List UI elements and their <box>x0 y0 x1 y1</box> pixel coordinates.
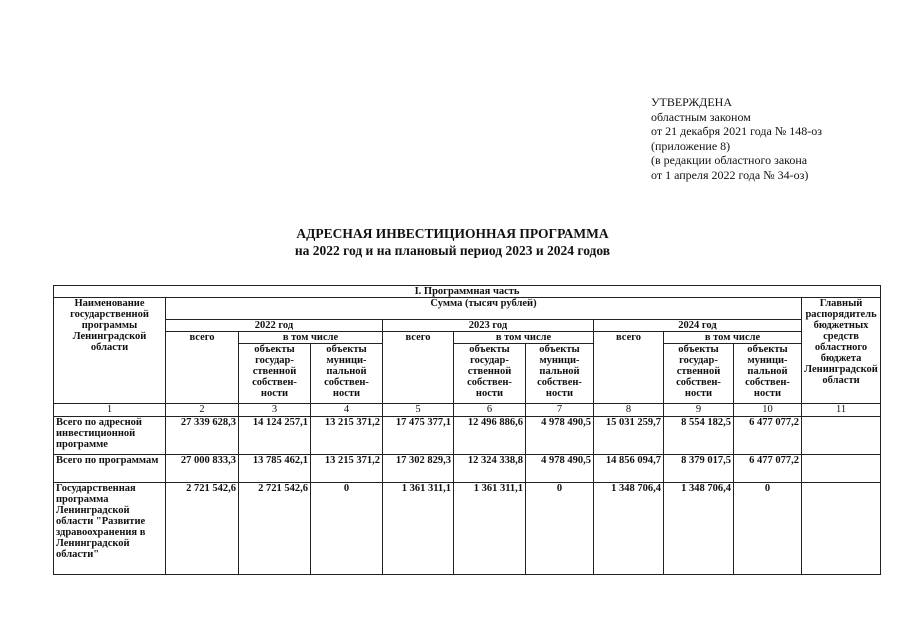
section-header: I. Программная часть <box>54 286 881 298</box>
row-manager <box>802 417 881 455</box>
state-objects-header: объекты государ-ственной собствен-ности <box>664 344 734 404</box>
cell-value: 6 477 077,2 <box>734 417 802 455</box>
cell-value: 14 124 257,1 <box>239 417 311 455</box>
approval-line: от 21 декабря 2021 года № 148-оз <box>651 124 823 138</box>
year-header: 2023 год <box>383 320 594 332</box>
including-header: в том числе <box>664 332 802 344</box>
approval-line: УТВЕРЖДЕНА <box>651 95 733 109</box>
col-sum-header: Сумма (тысяч рублей) <box>166 298 802 320</box>
year-header: 2024 год <box>594 320 802 332</box>
including-header: в том числе <box>454 332 594 344</box>
state-objects-header: объекты государ-ственной собствен-ности <box>239 344 311 404</box>
cell-value: 1 361 311,1 <box>454 483 526 575</box>
including-header: в том числе <box>239 332 383 344</box>
cell-value: 27 000 833,3 <box>166 455 239 483</box>
col-number: 7 <box>526 404 594 417</box>
col-number: 11 <box>802 404 881 417</box>
approval-line: (приложение 8) <box>651 138 731 153</box>
municipal-objects-header: объекты муници-пальной собствен-ности <box>734 344 802 404</box>
total-header: всего <box>594 332 664 404</box>
approval-line: (в редакции областного закона <box>651 153 808 167</box>
approval-stamp <box>651 95 822 182</box>
cell-value: 17 475 377,1 <box>383 417 454 455</box>
approval-line: областным законом <box>651 109 751 124</box>
cell-value: 13 215 371,2 <box>311 417 383 455</box>
cell-value: 1 361 311,1 <box>383 483 454 575</box>
col-number: 6 <box>454 404 526 417</box>
year-header: 2022 год <box>166 320 383 332</box>
cell-value: 8 379 017,5 <box>664 455 734 483</box>
table-row <box>54 455 881 483</box>
col-manager-header: Главный распорядитель бюджетных средств областного бюджета Ленинградской области <box>802 298 881 404</box>
row-manager <box>802 455 881 483</box>
cell-value: 13 215 371,2 <box>311 455 383 483</box>
cell-value: 4 978 490,5 <box>526 455 594 483</box>
cell-value: 12 324 338,8 <box>454 455 526 483</box>
col-number: 2 <box>166 404 239 417</box>
cell-value: 8 554 182,5 <box>664 417 734 455</box>
cell-value: 17 302 829,3 <box>383 455 454 483</box>
municipal-objects-header: объекты муници-пальной собствен-ности <box>311 344 383 404</box>
cell-value: 1 348 706,4 <box>594 483 664 575</box>
cell-value: 14 856 094,7 <box>594 455 664 483</box>
cell-value: 15 031 259,7 <box>594 417 664 455</box>
cell-value: 0 <box>311 483 383 575</box>
cell-value: 4 978 490,5 <box>526 417 594 455</box>
row-name: Государственная программа Ленинградской области "Развитие здравоохранения в Ленинградской области" <box>54 483 166 575</box>
municipal-objects-header: объекты муници-пальной собствен-ности <box>526 344 594 404</box>
total-header: всего <box>166 332 239 404</box>
col-number: 8 <box>594 404 664 417</box>
col-number: 10 <box>734 404 802 417</box>
cell-value: 6 477 077,2 <box>734 455 802 483</box>
table-row <box>54 417 881 455</box>
cell-value: 12 496 886,6 <box>454 417 526 455</box>
state-objects-header: объекты государ-ственной собствен-ности <box>454 344 526 404</box>
col-name-header: Наименование государственной программы Ленинградской области <box>54 298 166 404</box>
investment-table <box>53 285 881 575</box>
cell-value: 0 <box>526 483 594 575</box>
row-name: Всего по адресной инвестиционной программе <box>54 417 166 455</box>
row-name: Всего по программам <box>54 455 166 483</box>
title-line-2: на 2022 год и на плановый период 2023 и 2024 годов <box>294 243 611 258</box>
cell-value: 0 <box>734 483 802 575</box>
cell-value: 2 721 542,6 <box>166 483 239 575</box>
cell-value: 13 785 462,1 <box>239 455 311 483</box>
approval-line: от 1 апреля 2022 года № 34-оз) <box>651 167 809 182</box>
row-manager <box>802 483 881 575</box>
cell-value: 2 721 542,6 <box>239 483 311 575</box>
document-title <box>0 225 905 259</box>
col-number: 1 <box>54 404 166 417</box>
title-line-1: АДРЕСНАЯ ИНВЕСТИЦИОННАЯ ПРОГРАММА <box>296 226 609 241</box>
col-number: 5 <box>383 404 454 417</box>
total-header: всего <box>383 332 454 404</box>
cell-value: 1 348 706,4 <box>664 483 734 575</box>
table-row <box>54 483 881 575</box>
col-number: 9 <box>664 404 734 417</box>
cell-value: 27 339 628,3 <box>166 417 239 455</box>
col-number: 4 <box>311 404 383 417</box>
col-number: 3 <box>239 404 311 417</box>
